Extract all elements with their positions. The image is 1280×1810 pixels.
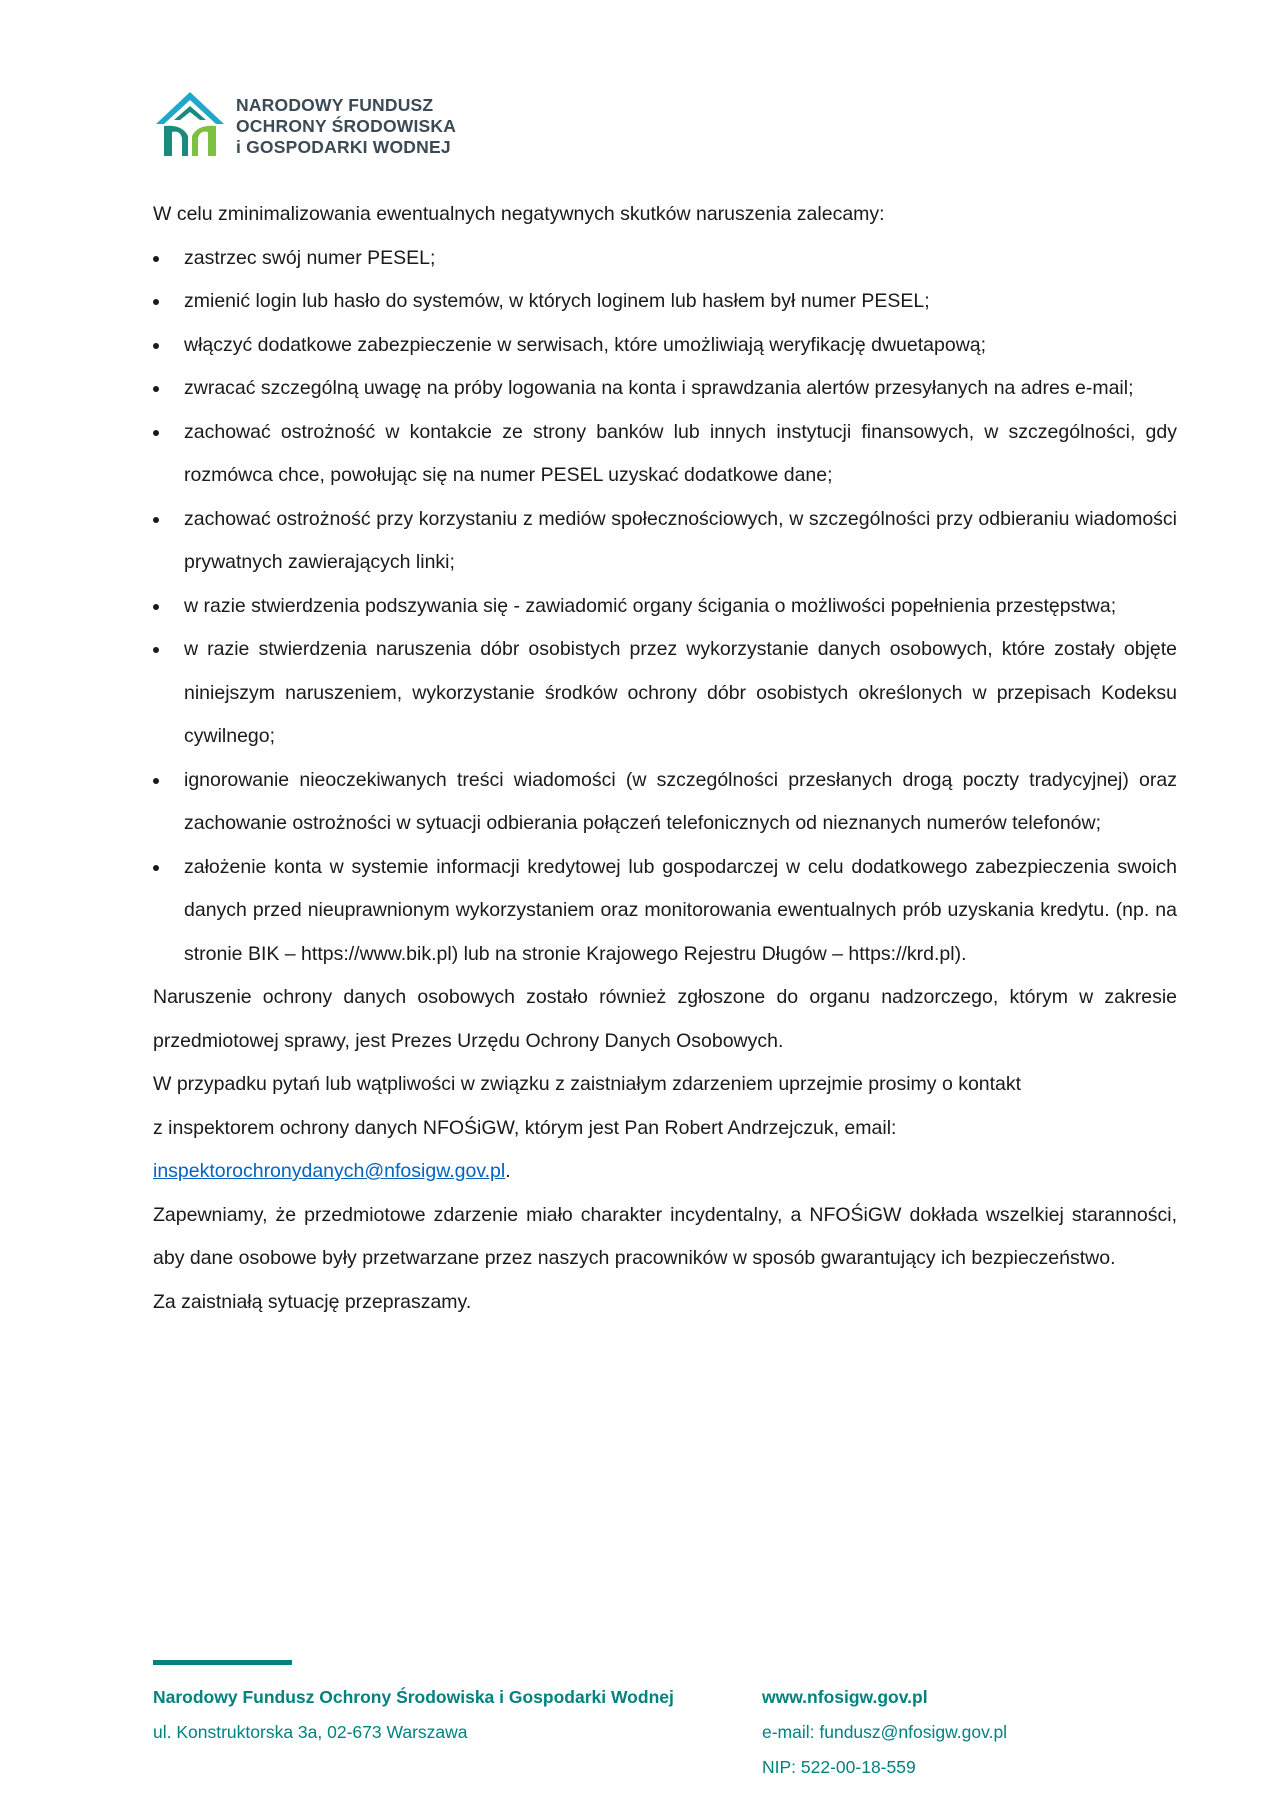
- bullet-icon: [153, 865, 159, 871]
- footer-org-name: Narodowy Fundusz Ochrony Środowiska i Gospodarki Wodnej: [153, 1687, 674, 1707]
- list-item: [153, 237, 1177, 281]
- list-item-text: włączyć dodatkowe zabezpieczenie w serwisach, które umożliwiają weryfikację dwuetapową;: [184, 333, 987, 356]
- footer-divider: [153, 1660, 292, 1665]
- bullet-icon: [153, 778, 159, 784]
- bullet-icon: [153, 604, 159, 610]
- closing-paragraph: Za zaistniałą sytuację przepraszamy.: [153, 1290, 472, 1313]
- footer-address: ul. Konstruktorska 3a, 02-673 Warszawa: [153, 1722, 468, 1742]
- contact-email-line: [153, 1150, 1177, 1194]
- contact-paragraph-line-1: W przypadku pytań lub wątpliwości w związku z zaistniałym zdarzeniem uprzejmie prosimy o kontakt: [153, 1073, 1022, 1095]
- bullet-icon: [153, 647, 159, 653]
- footer-website-link[interactable]: www.nfosigw.gov.pl: [762, 1687, 928, 1707]
- contact-email-link[interactable]: inspektorochronydanych@nfosigw.gov.pl: [153, 1160, 506, 1182]
- logo-line-3: i GOSPODARKI WODNEJ: [236, 136, 451, 157]
- list-item-text: założenie konta w systemie informacji kredytowej lub gospodarczej w celu dodatkowego zabezpieczenia swoich danych przed nieuprawnionym wykorzystaniem oraz monitorowania ewentualnych prób uzyskania kredytu. (np. na stronie BIK – https://www.bik.pl) lub na stronie Krajowego Rejestru Długów – https://krd.pl).: [184, 855, 1177, 965]
- list-item: [153, 367, 1177, 411]
- list-item-text: w razie stwierdzenia podszywania się - zawiadomić organy ścigania o możliwości popełnienia przestępstwa;: [184, 594, 1117, 617]
- logo-line-1: NARODOWY FUNDUSZ: [236, 94, 434, 115]
- bullet-icon: [153, 517, 159, 523]
- list-item: [153, 324, 1177, 368]
- letter-body: [153, 193, 1177, 1324]
- bullet-icon: [153, 343, 159, 349]
- contact-email-suffix: .: [505, 1160, 511, 1182]
- nfosigw-emblem-icon: [152, 90, 228, 162]
- list-item-text: zwracać szczególną uwagę na próby logowania na konta i sprawdzania alertów przesyłanych na adres e-mail;: [184, 377, 1134, 399]
- bullet-icon: [153, 430, 159, 436]
- list-item: [153, 585, 1177, 629]
- report-paragraph: Naruszenie ochrony danych osobowych zostało również zgłoszone do organu nadzorczego, którym w zakresie przedmiotowej sprawy, jest Prezes Urzędu Ochrony Danych Osobowych.: [153, 986, 1177, 1052]
- list-item: [153, 759, 1177, 846]
- assurance-paragraph: Zapewniamy, że przedmiotowe zdarzenie miało charakter incydentalny, a NFOŚiGW dokłada wszelkiej staranności, aby dane osobowe były przetwarzane przez naszych pracowników w sposób gwarantujący ich bezpieczeństwo.: [153, 1203, 1177, 1269]
- bullet-icon: [153, 386, 159, 392]
- list-item: [153, 628, 1177, 759]
- list-item-text: zastrzec swój numer PESEL;: [184, 246, 436, 269]
- list-item: [153, 846, 1177, 977]
- recommendations-list: [153, 237, 1177, 977]
- logo-line-2: OCHRONY ŚRODOWISKA: [236, 115, 457, 136]
- list-item-text: w razie stwierdzenia naruszenia dóbr osobistych przez wykorzystanie danych osobowych, które zostały objęte niniejszym naruszeniem, wykorzystanie środków ochrony dóbr osobistych określonych w przepisach Kodeksu cywilnego;: [184, 638, 1177, 747]
- contact-paragraph-line-2: z inspektorem ochrony danych NFOŚiGW, którym jest Pan Robert Andrzejczuk, email:: [153, 1116, 897, 1139]
- nfosigw-logo: [152, 90, 456, 162]
- footer-organization: [153, 1680, 674, 1750]
- bullet-icon: [153, 256, 159, 262]
- footer-email[interactable]: e-mail: fundusz@nfosigw.gov.pl: [762, 1722, 1008, 1742]
- footer-contact: [762, 1680, 1007, 1785]
- list-item: [153, 280, 1177, 324]
- list-item-text: ignorowanie nieoczekiwanych treści wiadomości (w szczególności przesłanych drogą poczty tradycyjnej) oraz zachowanie ostrożności w sytuacji odbierania połączeń telefonicznych od nieznanych numerów telefonów;: [184, 768, 1177, 834]
- list-item: [153, 498, 1177, 585]
- bullet-icon: [153, 299, 159, 305]
- list-item: [153, 411, 1177, 498]
- list-item-text: zmienić login lub hasło do systemów, w których loginem lub hasłem był numer PESEL;: [184, 290, 930, 312]
- logo-wordmark: [236, 95, 456, 158]
- footer-nip: NIP: 522-00-18-559: [762, 1757, 916, 1777]
- list-item-text: zachować ostrożność przy korzystaniu z mediów społecznościowych, w szczególności przy odbieraniu wiadomości prywatnych zawierających linki;: [184, 507, 1177, 573]
- intro-paragraph: W celu zminimalizowania ewentualnych negatywnych skutków naruszenia zalecamy:: [153, 203, 885, 225]
- list-item-text: zachować ostrożność w kontakcie ze strony banków lub innych instytucji finansowych, w szczególności, gdy rozmówca chce, powołując się na numer PESEL uzyskać dodatkowe dane;: [184, 420, 1177, 486]
